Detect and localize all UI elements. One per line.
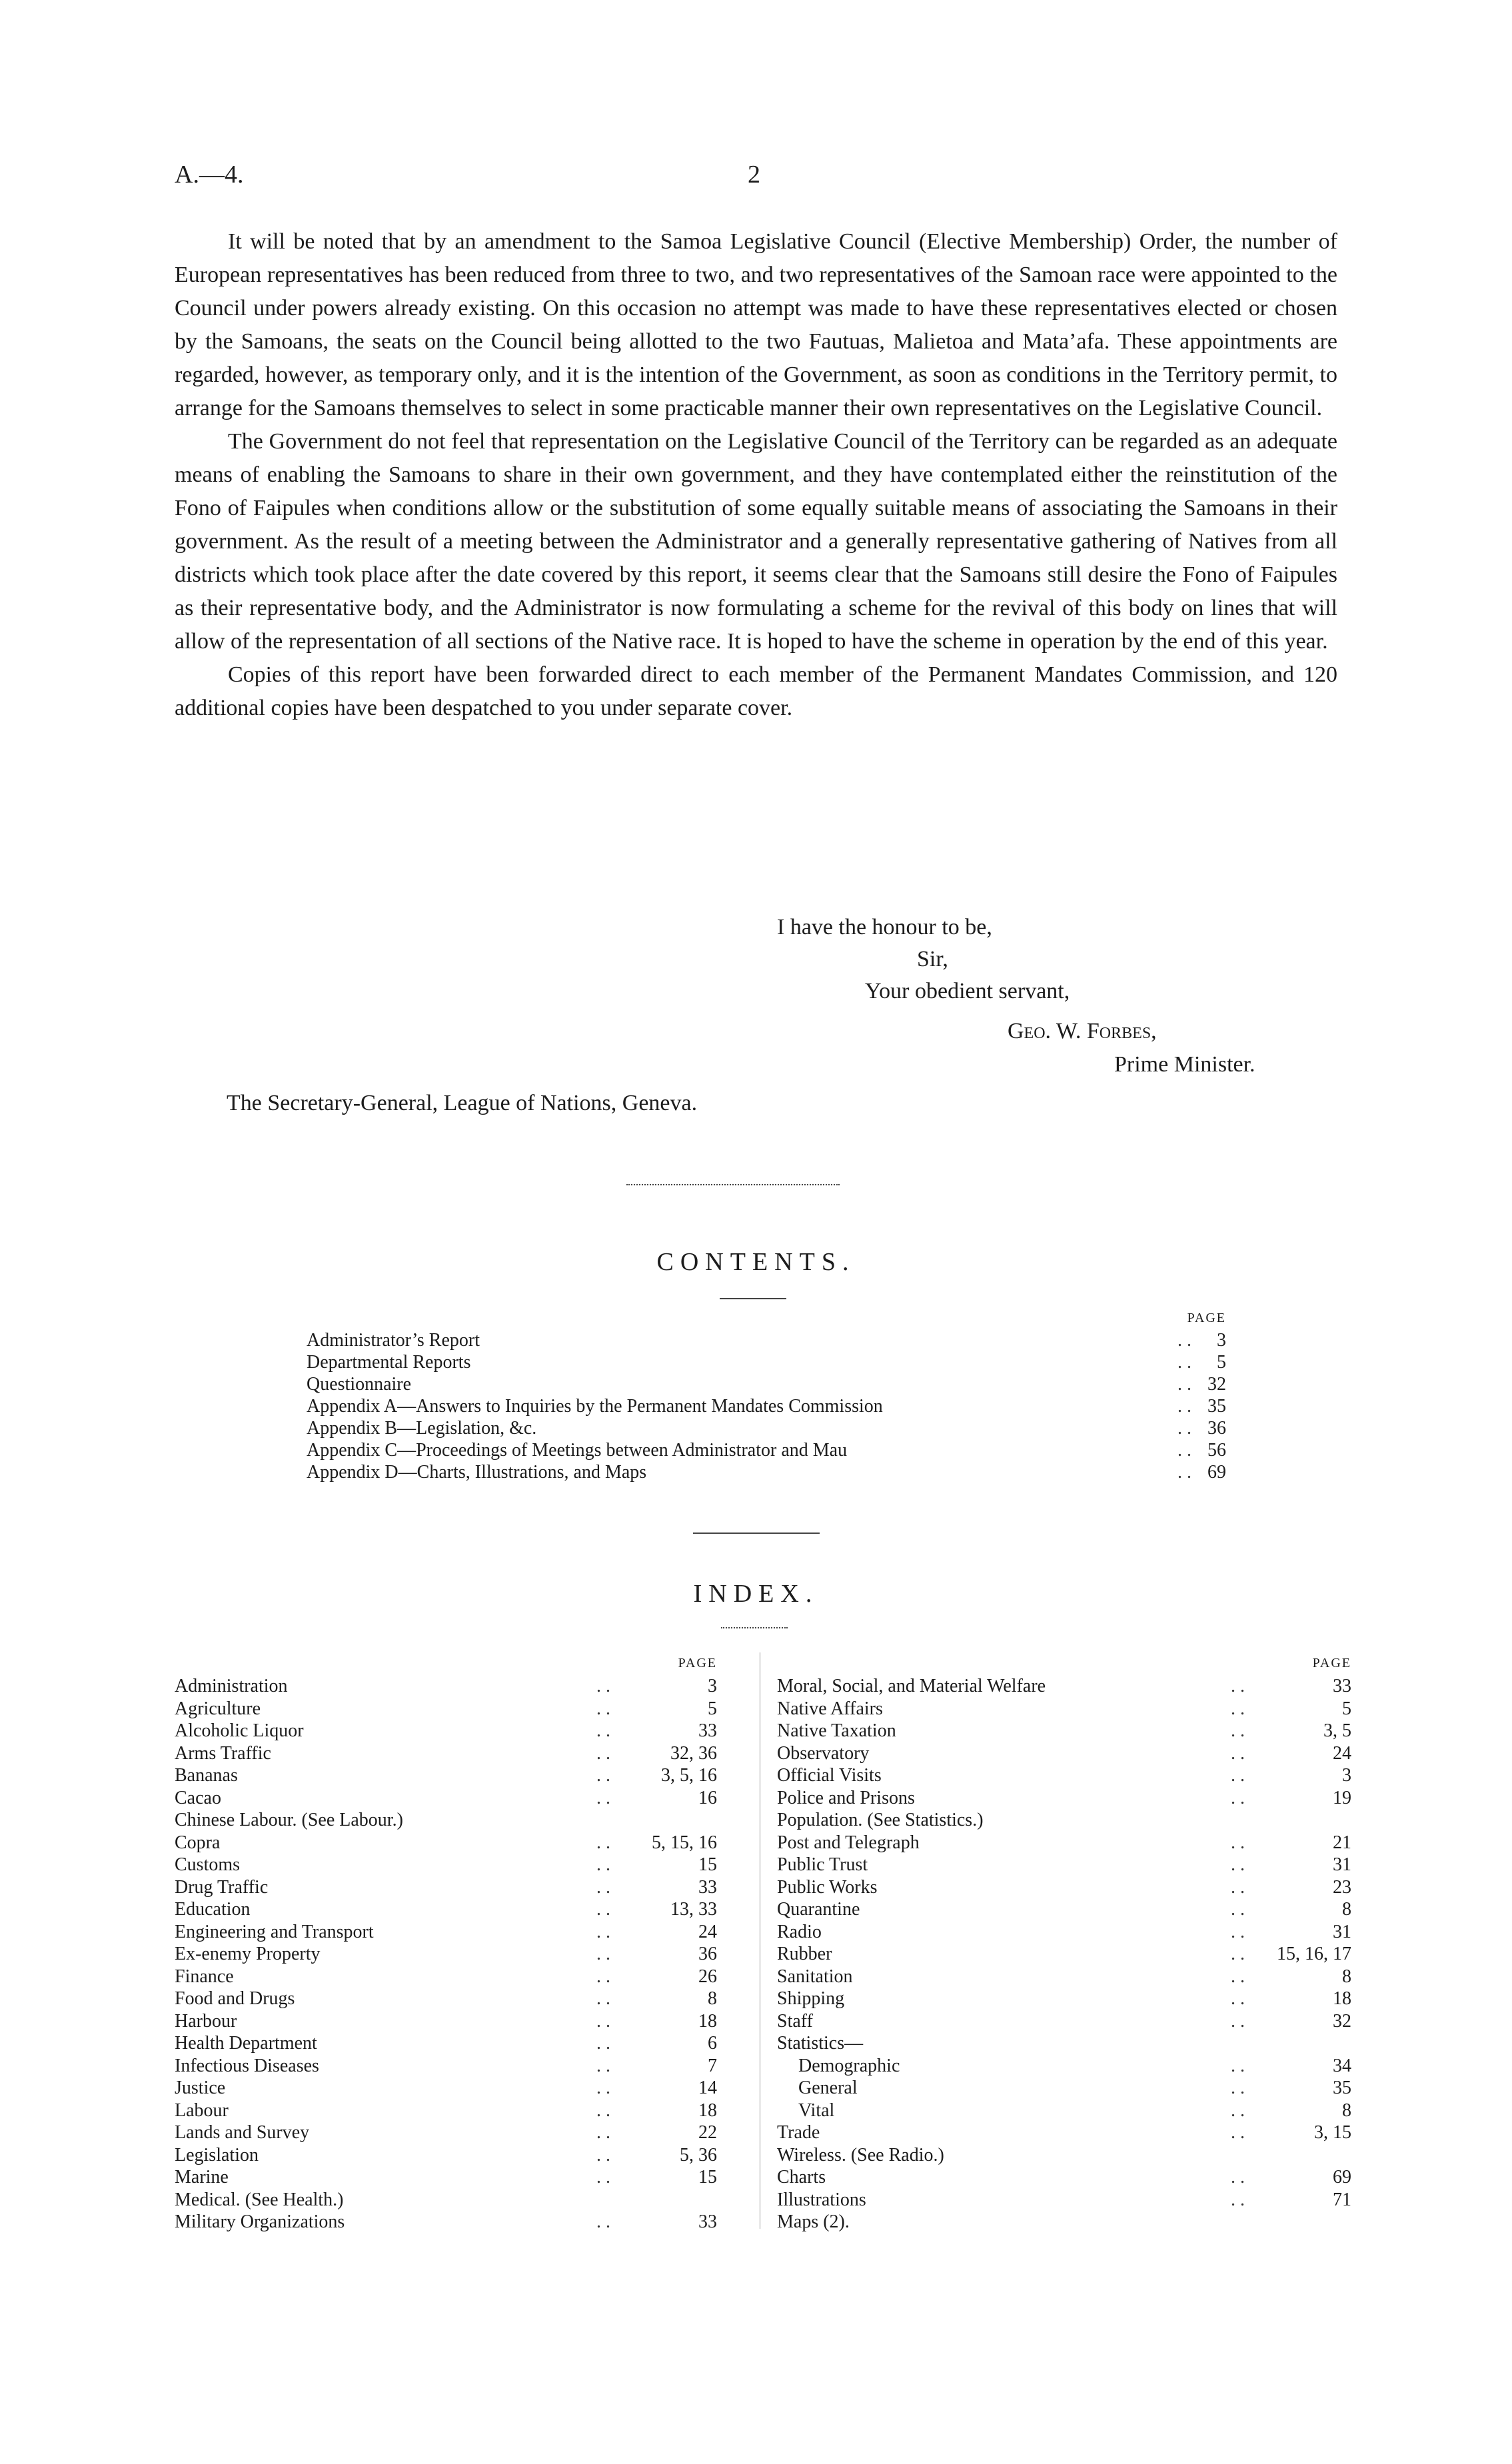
entry-label: Official Visits — [777, 1765, 882, 1786]
entry-page: 33 — [1333, 1676, 1351, 1696]
leader-dots: . . — [1231, 1832, 1245, 1853]
entry-label: Maps (2). — [777, 2211, 850, 2232]
entry-label: Radio — [777, 1921, 822, 1942]
entry-row — [777, 1809, 1351, 1832]
leader-dots: . . — [596, 1787, 610, 1808]
entry-row — [175, 2211, 717, 2233]
entry-page: 34 — [1333, 2055, 1351, 2076]
leader-dots: . . — [596, 1854, 610, 1875]
entry-page: 3 — [1217, 1330, 1226, 1351]
entry-row — [777, 1832, 1351, 1854]
index-list — [777, 1675, 1351, 2233]
addressee: The Secretary-General, League of Nations, Geneva. — [227, 1091, 698, 1115]
entry-label: Food and Drugs — [175, 1988, 295, 2009]
entry-page: 7 — [708, 2055, 717, 2076]
entry-row — [777, 1966, 1351, 1988]
entry-row — [777, 2166, 1351, 2189]
entry-page: 32 — [1207, 1374, 1226, 1395]
entry-row — [777, 2077, 1351, 2100]
entry-label: Bananas — [175, 1765, 238, 1786]
letter-body — [175, 225, 1337, 725]
entry-label: Appendix A—Answers to Inquiries by the Permanent Mandates Commission — [307, 1396, 883, 1417]
leader-dots: . . — [596, 2010, 610, 2032]
entry-label: Appendix B—Legislation, &c. — [307, 1418, 537, 1439]
entry-label: Vital — [798, 2100, 835, 2121]
leader-dots: . . — [1231, 1787, 1245, 1808]
entry-page: 31 — [1333, 1854, 1351, 1875]
leader-dots: . . — [596, 1765, 610, 1786]
entry-row — [175, 1675, 717, 1698]
divider-rule — [626, 1184, 840, 1185]
entry-page: 18 — [1333, 1988, 1351, 2009]
entry-row — [175, 2122, 717, 2144]
entry-page: 22 — [698, 2122, 717, 2143]
entry-page: 8 — [708, 1988, 717, 2009]
entry-label: Health Department — [175, 2033, 317, 2054]
leader-dots: . . — [596, 2211, 610, 2232]
leader-dots: . . — [596, 2144, 610, 2165]
entry-row — [175, 1720, 717, 1742]
entry-page: 56 — [1207, 1440, 1226, 1461]
entry-label: Alcoholic Liquor — [175, 1720, 304, 1741]
entry-label: Engineering and Transport — [175, 1921, 374, 1942]
page-column-header: PAGE — [678, 1656, 717, 1670]
entry-label: Observatory — [777, 1742, 870, 1764]
entry-row — [175, 1832, 717, 1854]
leader-dots: . . — [1231, 1676, 1245, 1696]
page-column-header: PAGE — [1187, 1311, 1226, 1325]
closing-line: I have the honour to be, — [777, 915, 992, 939]
entry-page: 32, 36 — [670, 1742, 717, 1764]
entry-row — [777, 1898, 1351, 1921]
leader-dots: . . — [1231, 2078, 1245, 2098]
entry-page: 5 — [708, 1698, 717, 1719]
leader-dots: . . — [596, 1876, 610, 1898]
entry-row — [307, 1351, 1226, 1373]
entry-label: General — [798, 2078, 858, 2098]
leader-dots: . . — [1177, 1352, 1191, 1373]
entry-label: Agriculture — [175, 1698, 261, 1719]
leader-dots: . . — [1177, 1330, 1191, 1351]
entry-label: Illustrations — [777, 2189, 866, 2210]
entry-row — [777, 2211, 1351, 2233]
leader-dots: . . — [1231, 1854, 1245, 1875]
document-reference: A.—4. — [175, 161, 244, 189]
entry-page: 71 — [1333, 2189, 1351, 2210]
paragraph: It will be noted that by an amendment to the Samoa Legislative Council (Elective Membership) Order, the number of European representatives has been reduced from three to two, and two representatives of the Samoan race were appointed to the Council under powers already existing. On this occasion no attempt was made to have these representatives elected or chosen by the Samoans, the seats on the Council being allotted to the two Fautuas, Malietoa and Mata’afa. These appointments are regarded, however, as temporary only, and it is the intention of the Government, as soon as conditions in the Territory permit, to arrange for the Samoans themselves to select in some practicable manner their own representatives on the Legislative Council. — [175, 229, 1337, 420]
entry-row — [777, 1921, 1351, 1944]
entry-page: 69 — [1333, 2167, 1351, 2187]
entry-page: 14 — [698, 2078, 717, 2098]
entry-label: Native Taxation — [777, 1720, 896, 1741]
entry-page: 33 — [698, 2211, 717, 2232]
entry-row — [777, 1720, 1351, 1742]
entry-page: 24 — [698, 1921, 717, 1942]
entry-row — [175, 1988, 717, 2010]
leader-dots: . . — [596, 2167, 610, 2187]
entry-label: Post and Telegraph — [777, 1832, 920, 1853]
entry-page: 15 — [698, 1854, 717, 1875]
entry-label: Wireless. (See Radio.) — [777, 2144, 944, 2165]
entry-row — [777, 1787, 1351, 1810]
leader-dots: . . — [1177, 1396, 1191, 1417]
entry-label: Customs — [175, 1854, 241, 1875]
leader-dots: . . — [596, 2100, 610, 2121]
page-header — [175, 160, 1337, 200]
entry-row — [777, 1943, 1351, 1966]
entry-row — [777, 1854, 1351, 1876]
entry-page: 6 — [708, 2033, 717, 2054]
leader-dots: . . — [1231, 1944, 1245, 1964]
leader-dots: . . — [596, 2078, 610, 2098]
entry-row — [777, 1876, 1351, 1899]
entry-row — [175, 1876, 717, 1899]
entry-label: Harbour — [175, 2010, 237, 2032]
entry-label: Arms Traffic — [175, 1742, 271, 1764]
signatory-title: Prime Minister. — [1114, 1052, 1255, 1077]
entry-row — [307, 1439, 1226, 1461]
leader-dots: . . — [596, 1742, 610, 1764]
leader-dots: . . — [1231, 1742, 1245, 1764]
leader-dots: . . — [1231, 1966, 1245, 1987]
entry-page: 3, 5, 16 — [661, 1765, 717, 1786]
leader-dots: . . — [596, 1944, 610, 1964]
entry-label: Administrator’s Report — [307, 1330, 480, 1351]
entry-label: Shipping — [777, 1988, 845, 2009]
entry-row — [175, 1898, 717, 1921]
entry-label: Education — [175, 1899, 251, 1920]
leader-dots: . . — [1231, 2122, 1245, 2143]
entry-page: 32 — [1333, 2010, 1351, 2032]
entry-row — [175, 2189, 717, 2211]
entry-label: Moral, Social, and Material Welfare — [777, 1676, 1046, 1696]
entry-row — [777, 2032, 1351, 2055]
leader-dots: . . — [1231, 2010, 1245, 2032]
entry-row — [175, 1764, 717, 1787]
leader-dots: . . — [596, 1899, 610, 1920]
entry-row — [777, 1675, 1351, 1698]
leader-dots: . . — [596, 1832, 610, 1853]
entry-page: 19 — [1333, 1787, 1351, 1808]
leader-dots: . . — [1231, 1720, 1245, 1741]
entry-row — [175, 1698, 717, 1720]
entry-row — [175, 1854, 717, 1876]
entry-row — [175, 2144, 717, 2167]
entry-page: 26 — [698, 1966, 717, 1987]
entry-row — [777, 1698, 1351, 1720]
entry-label: Rubber — [777, 1944, 832, 1964]
divider-rule — [693, 1533, 820, 1534]
entry-row — [777, 1764, 1351, 1787]
leader-dots: . . — [596, 1966, 610, 1987]
entry-label: Military Organizations — [175, 2211, 345, 2232]
entry-label: Police and Prisons — [777, 1787, 915, 1808]
leader-dots: . . — [1231, 2100, 1245, 2121]
leader-dots: . . — [596, 1720, 610, 1741]
leader-dots: . . — [1231, 1899, 1245, 1920]
entry-row — [307, 1417, 1226, 1439]
entry-page: 13, 33 — [670, 1899, 717, 1920]
entry-page: 3 — [1342, 1765, 1351, 1786]
entry-row — [175, 2166, 717, 2189]
entry-row — [175, 1966, 717, 1988]
entry-page: 33 — [698, 1720, 717, 1741]
leader-dots: . . — [1177, 1462, 1191, 1483]
divider-rule — [720, 1298, 786, 1299]
entry-page: 33 — [698, 1876, 717, 1898]
leader-dots: . . — [596, 1698, 610, 1719]
entry-page: 5, 15, 16 — [652, 1832, 717, 1853]
entry-page: 36 — [1207, 1418, 1226, 1439]
leader-dots: . . — [596, 2055, 610, 2076]
paragraph: The Government do not feel that representation on the Legislative Council of the Territory can be regarded as an adequate means of enabling the Samoans to share in their own government, and they have contemplated either the reinstitution of the Fono of Faipules when conditions allow or the substitution of some equally suitable means of associating the Samoans in their government. As the result of a meeting between the Administrator and a generally representative gathering of Natives from all districts which took place after the date covered by this report, it seems clear that the Samoans still desire the Fono of Faipules as their representative body, and the Administrator is now formulating a scheme for the revival of this body on lines that will allow of the representation of all sections of the Native race. It is hoped to have the scheme in operation by the end of this year. — [175, 429, 1337, 654]
entry-page: 5 — [1342, 1698, 1351, 1719]
entry-label: Medical. (See Health.) — [175, 2189, 344, 2210]
entry-label: Cacao — [175, 1787, 221, 1808]
entry-page: 35 — [1207, 1396, 1226, 1417]
entry-page: 8 — [1342, 1966, 1351, 1987]
leader-dots: . . — [596, 1676, 610, 1696]
divider-rule — [721, 1627, 788, 1628]
entry-row — [175, 1921, 717, 1944]
entry-page: 3, 15 — [1314, 2122, 1351, 2143]
entry-label: Labour — [175, 2100, 229, 2121]
entry-row — [175, 1742, 717, 1765]
letter-closing — [175, 906, 1337, 1173]
entry-label: Finance — [175, 1966, 234, 1987]
entry-label: Statistics— — [777, 2033, 864, 2054]
entry-row — [175, 2100, 717, 2122]
entry-row — [777, 2189, 1351, 2211]
leader-dots: . . — [596, 2033, 610, 2054]
entry-row — [175, 2032, 717, 2055]
entry-label: Appendix D—Charts, Illustrations, and Maps — [307, 1462, 647, 1483]
entry-row — [777, 2122, 1351, 2144]
entry-page: 3 — [708, 1676, 717, 1696]
entry-label: Public Trust — [777, 1854, 868, 1875]
index-heading: INDEX. — [693, 1580, 819, 1608]
leader-dots: . . — [1231, 1765, 1245, 1786]
entry-label: Administration — [175, 1676, 288, 1696]
entry-label: Legislation — [175, 2144, 259, 2165]
entry-row — [175, 2077, 717, 2100]
entry-page: 18 — [698, 2100, 717, 2121]
entry-label: Departmental Reports — [307, 1352, 471, 1373]
entry-label: Drug Traffic — [175, 1876, 269, 1898]
entry-row — [175, 1809, 717, 1832]
leader-dots: . . — [1231, 2167, 1245, 2187]
entry-page: 16 — [698, 1787, 717, 1808]
entry-label: Marine — [175, 2167, 229, 2187]
signature: Geo. W. Forbes, — [1008, 1019, 1157, 1043]
leader-dots: . . — [1231, 2189, 1245, 2210]
entry-row — [777, 2100, 1351, 2122]
entry-row — [307, 1395, 1226, 1417]
entry-label: Trade — [777, 2122, 820, 2143]
entry-row — [175, 1943, 717, 1966]
index-list — [175, 1675, 717, 2233]
entry-row — [175, 2055, 717, 2078]
entry-page: 15 — [698, 2167, 717, 2187]
entry-row — [777, 2010, 1351, 2033]
contents-heading: CONTENTS. — [656, 1248, 856, 1276]
leader-dots: . . — [1177, 1418, 1191, 1439]
leader-dots: . . — [1177, 1440, 1191, 1461]
entry-row — [307, 1373, 1226, 1395]
entry-page: 15, 16, 17 — [1277, 1944, 1351, 1964]
entry-label: Population. (See Statistics.) — [777, 1810, 984, 1830]
entry-page: 8 — [1342, 1899, 1351, 1920]
entry-label: Chinese Labour. (See Labour.) — [175, 1810, 403, 1830]
salutation: Sir, — [917, 947, 948, 971]
entry-page: 3, 5 — [1323, 1720, 1351, 1741]
leader-dots: . . — [1231, 1921, 1245, 1942]
entry-page: 36 — [698, 1944, 717, 1964]
entry-row — [777, 1988, 1351, 2010]
leader-dots: . . — [1231, 2055, 1245, 2076]
entry-row — [777, 2055, 1351, 2078]
entry-page: 23 — [1333, 1876, 1351, 1898]
entry-label: Ex-enemy Property — [175, 1944, 321, 1964]
entry-page: 18 — [698, 2010, 717, 2032]
entry-row — [307, 1461, 1226, 1483]
contents-list — [307, 1329, 1226, 1483]
leader-dots: . . — [1231, 1988, 1245, 2009]
entry-row — [175, 1787, 717, 1810]
page-number: 2 — [748, 161, 760, 189]
leader-dots: . . — [596, 1988, 610, 2009]
entry-row — [175, 2010, 717, 2033]
entry-page: 69 — [1207, 1462, 1226, 1483]
leader-dots: . . — [596, 2122, 610, 2143]
entry-label: Justice — [175, 2078, 226, 2098]
entry-page: 5 — [1217, 1352, 1226, 1373]
entry-page: 35 — [1333, 2078, 1351, 2098]
entry-label: Public Works — [777, 1876, 878, 1898]
entry-row — [307, 1329, 1226, 1351]
leader-dots: . . — [1231, 1876, 1245, 1898]
entry-label: Appendix C—Proceedings of Meetings between Administrator and Mau — [307, 1440, 848, 1461]
entry-page: 21 — [1333, 1832, 1351, 1853]
paragraph: Copies of this report have been forwarded direct to each member of the Permanent Mandates Commission, and 120 additional copies have been despatched to you under separate cover. — [175, 662, 1337, 720]
entry-label: Charts — [777, 2167, 826, 2187]
entry-row — [777, 2144, 1351, 2167]
entry-label: Infectious Diseases — [175, 2055, 319, 2076]
entry-page: 31 — [1333, 1921, 1351, 1942]
entry-label: Sanitation — [777, 1966, 853, 1987]
entry-label: Questionnaire — [307, 1374, 412, 1395]
entry-label: Demographic — [798, 2055, 900, 2076]
page-column-header: PAGE — [1312, 1656, 1351, 1670]
entry-label: Copra — [175, 1832, 221, 1853]
leader-dots: . . — [596, 1921, 610, 1942]
leader-dots: . . — [1177, 1374, 1191, 1395]
entry-label: Staff — [777, 2010, 813, 2032]
entry-row — [777, 1742, 1351, 1765]
entry-label: Quarantine — [777, 1899, 860, 1920]
entry-label: Lands and Survey — [175, 2122, 310, 2143]
entry-page: 5, 36 — [680, 2144, 717, 2165]
leader-dots: . . — [1231, 1698, 1245, 1719]
entry-label: Native Affairs — [777, 1698, 883, 1719]
entry-page: 24 — [1333, 1742, 1351, 1764]
closing-line: Your obedient servant, — [865, 979, 1070, 1003]
entry-page: 8 — [1342, 2100, 1351, 2121]
